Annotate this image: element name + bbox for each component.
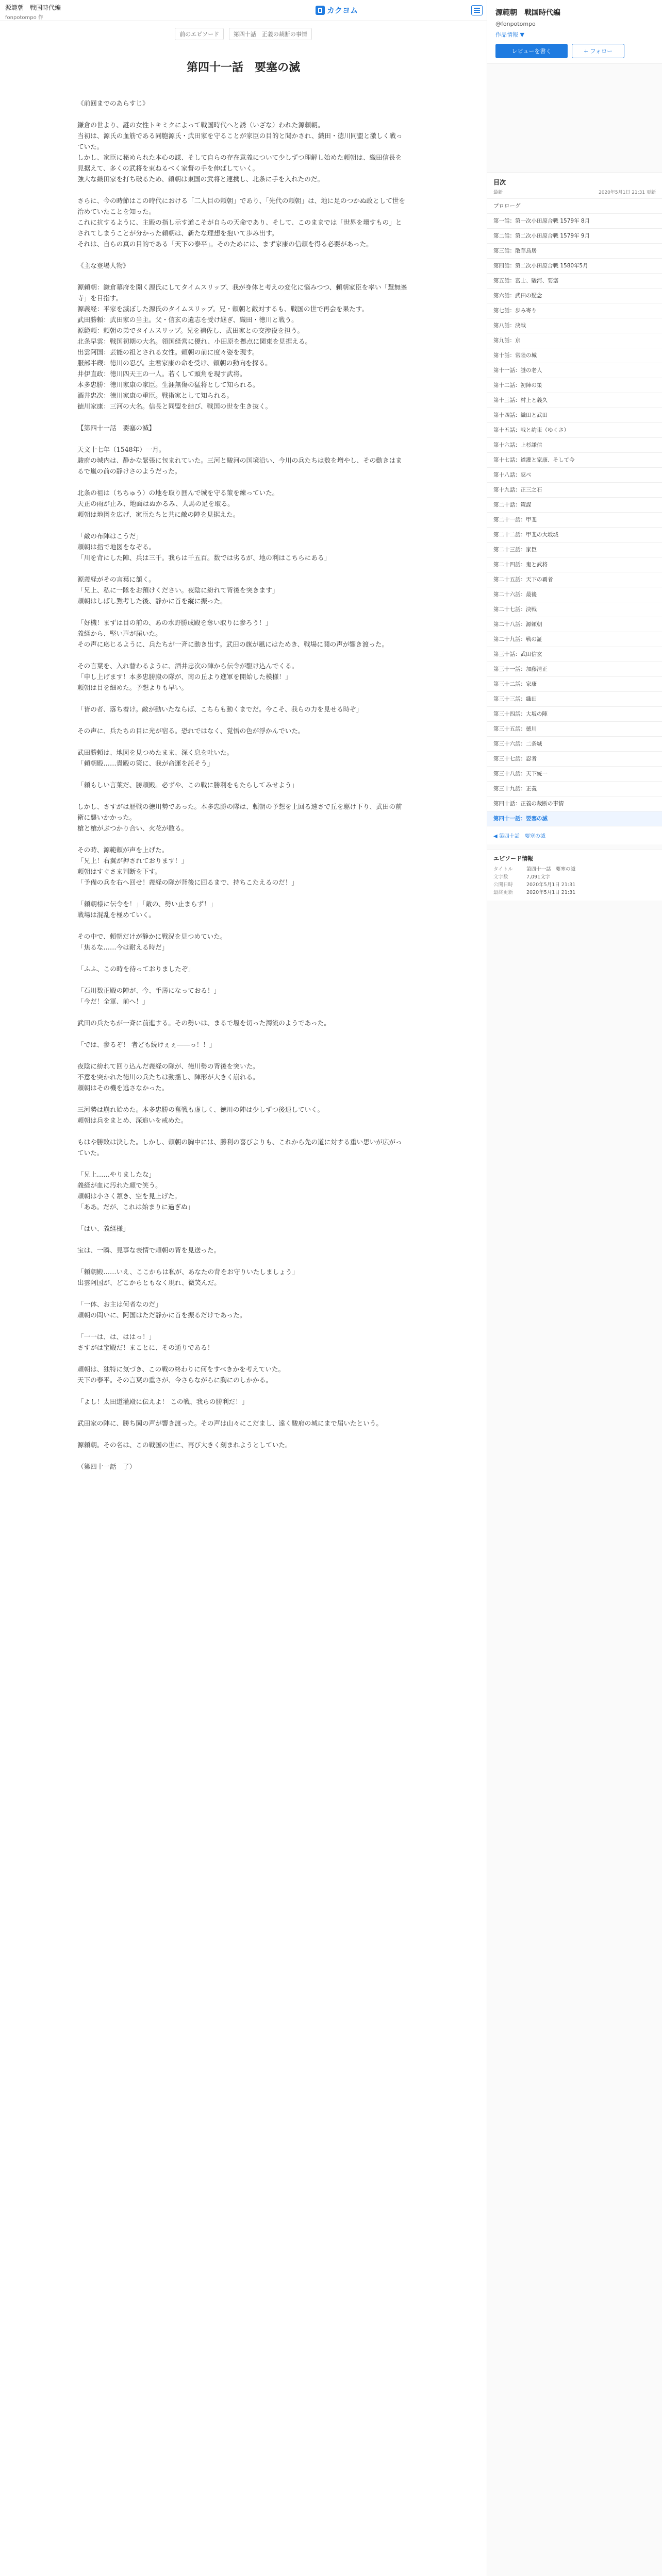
toc-item[interactable]: 第三十五話：徳川: [487, 722, 662, 737]
episode-paragraph: 「はい、義経様」: [77, 1225, 129, 1232]
sidebar-author[interactable]: @fonpotompo: [495, 21, 536, 27]
toc-item[interactable]: 第六話：武田の疑念: [487, 289, 662, 303]
toc-item[interactable]: 第二十九話：戦の証: [487, 632, 662, 647]
episode-info-key: タイトル: [493, 867, 513, 872]
toc-item[interactable]: 第三十四話：大坂の陣: [487, 707, 662, 722]
toc-prev-link[interactable]: ◀ 第四十話: [493, 834, 520, 839]
episode-paragraph: 源義経がその言葉に頷く。 「兄上、私に一隊をお預けください。夜陰に紛れて背後を突きます」 頼朝はしばし黙考した後、静かに首を縦に振った。: [77, 575, 279, 605]
episode-paragraph: 「一体、お主は何者なのだ」 頼朝の問いに、阿国はただ静かに首を振るだけであった。: [77, 1300, 246, 1319]
toc-item[interactable]: 第三十七話：忍者: [487, 752, 662, 767]
episode-paragraph: 「ふふ、この時を待っておりましたぞ」: [77, 965, 194, 973]
episode-paragraph: 「頼もしい言葉だ、勝頼殿。必ずや、この戦に勝利をもたらしてみせよう」: [77, 781, 298, 789]
episode-info-row: [493, 889, 656, 896]
episode-paragraph: その時、源範頼が声を上げた。 「兄上！右翼が押されております！」 頼朝はすぐさま判断を下す。 「予備の兵を右へ回せ！義経の隊が背後に回るまで、持ちこたえるのだ！」: [77, 846, 298, 886]
episode-paragraph: もはや勝敗は決した。しかし、頼朝の胸中には、勝利の喜びよりも、これから先の道に対する重い思いが広がっていた。: [77, 1138, 402, 1157]
toc-item[interactable]: 第九話：京: [487, 333, 662, 348]
episode-info-key: 最終更新: [493, 890, 514, 895]
toc-item[interactable]: 第十七話：道灌と家康、そして今: [487, 453, 662, 468]
toc-item[interactable]: 第二十七話：決戦: [487, 602, 662, 617]
toc-item[interactable]: 第四十一話：要塞の滅: [487, 811, 662, 826]
episode-paragraph: 天文十七年（1548年）一月。 駿府の城内は、静かな緊張に包まれていた。三河と駿河の国境沿い、今川の兵たちは数を増やし、その動きはまるで嵐の前の静けさのようだった。: [77, 446, 402, 475]
toc-item[interactable]: プロローグ: [487, 199, 662, 214]
sidebar-header: [487, 0, 662, 64]
menu-icon[interactable]: [471, 5, 483, 15]
sidebar: [487, 0, 662, 2576]
episode-info-value: 7,091文字: [526, 874, 551, 880]
episode-paragraph: 「敵の布陣はこうだ」 頼朝は指で地図をなぞる。 「川を背にした陣、兵は三千。我らは千五百。数では劣るが、地の利はこちらにある」: [77, 532, 331, 562]
episode-paragraph: 【第四十一話 要塞の滅】: [77, 424, 156, 432]
toc-item[interactable]: 第二十一話：甲斐: [487, 513, 662, 528]
episode-paragraph: 三河勢は崩れ始めた。本多忠勝の奮戦も虚しく、徳川の陣は少しずつ後退していく。 頼朝は兵をまとめ、深追いを戒めた。: [77, 1106, 324, 1124]
episode-paragraph: その言葉を、入れ替わるように、酒井忠次の陣から伝令が駆け込んでくる。 「申し上げます！本多忠勝殿の隊が、南の丘より進軍を開始した模様！」 頼朝は目を細めた。予想よりも早い。: [77, 662, 299, 691]
toc-item[interactable]: 第十六話：上杉謙信: [487, 438, 662, 453]
episode-main: [0, 21, 487, 2576]
toc-item[interactable]: 第五話：富士、駿河、要塞: [487, 274, 662, 289]
toc-latest-label[interactable]: 最新: [493, 190, 503, 195]
episode-paragraph: 「では、参るぞ！ 者ども続けぇぇ――っ！！」: [77, 1041, 216, 1048]
prev-episode-link[interactable]: 前のエピソード: [175, 28, 224, 40]
toc-item[interactable]: 第十二話：初陣の策: [487, 378, 662, 393]
episode-title: 第四十一話 要塞の滅: [186, 61, 300, 74]
toc-item[interactable]: 第二十六話：最後: [487, 587, 662, 602]
episode-info-row: [493, 866, 656, 873]
sidebar-work-title[interactable]: 源範朝 戦国時代編: [495, 9, 560, 17]
episode-paragraph: さらに、今の時節はこの時代における「二人目の頼朝」であり、「先代の頼朝」は、地に足のつかぬ政として世を治めていたことを知った。 これに抗するように、主殿の指し示す道こそが自らの天命であり、そして、このままでは「世界を壊すもの」とされてしまうことが分かった頼朝は、新たな理想を抱いて歩み出す。 それは、自らの真の目的である「天下の泰平」。そのためには、まず家康の信頼を得る必要があった。: [77, 197, 405, 248]
toc-item[interactable]: 第三話：散華鳥居: [487, 244, 662, 259]
episode-paragraph: 「一一は、は、ははっ！」 さすがは宝殿だ！まことに、その通りである！: [77, 1333, 214, 1351]
toc-item[interactable]: 第一話：第一次小田原合戦 1579年 8月: [487, 214, 662, 229]
kakuyomu-logo-icon: [316, 6, 325, 15]
work-info-toggle[interactable]: 作品情報 ▼: [495, 31, 524, 38]
toc-item[interactable]: 第二十二話：甲斐の大坂城: [487, 528, 662, 543]
toc-item[interactable]: 第三十二話：家康: [487, 677, 662, 692]
episode-paragraph: その声に、兵たちの目に光が宿る。恐れではなく、覚悟の色が浮かんでいた。: [77, 727, 305, 735]
toc-item[interactable]: 第七話：歩み寄り: [487, 303, 662, 318]
episode-paragraph: 「頼朝殿……いえ、ここからは私が、あなたの背をお守りいたしましょう」 出雲阿国が、どこからともなく現れ、微笑んだ。: [77, 1268, 299, 1286]
episode-paragraph: 「よし！太田道灌殿に伝えよ！ この戦、我らの勝利だ！」: [77, 1398, 249, 1405]
toc-item[interactable]: 第三十九話：正義: [487, 782, 662, 796]
toc-item[interactable]: 第三十三話：織田: [487, 692, 662, 707]
episode-paragraph: 源頼朝：鎌倉幕府を開く源氏にしてタイムスリップ、我が身体と考えの変化に悩みつつ、頼朝家臣を率い「慧無峯寺」を目指す。 源義経：平家を滅ぼした源氏のタイムスリップ。兄・頼朝と敵対するも、戦国の世で再会を果たす。 武田勝頼：武田家の当主。父・信玄の遺志を受け継ぎ、織田・徳川と戦う。 源範頼：頼朝の弟でタイムスリップ。兄を補佐し、武田家との交渉役を担う。 北条早雲：戦国初期の大名。領国経営に優れ、小田原を拠点に関東を見据える。 出雲阿国：芸能の祖とされる女性。頼朝の前に度々姿を現す。 服部半蔵：徳川の忍び。主君家康の命を受け、頼朝の動向を探る。 井伊直政：徳川四天王の一人。若くして頭角を現す武将。 本多忠勝：徳川家康の家臣。生涯無傷の猛将として知られる。 酒井忠次：徳川家康の重臣。戦術家として知られる。 徳川家康：三河の大名。信長と同盟を結び、戦国の世を生き抜く。: [77, 283, 407, 410]
site-logo[interactable]: [316, 5, 358, 15]
toc-next-link[interactable]: 要塞の滅: [524, 834, 545, 839]
toc-title: 目次: [493, 179, 506, 186]
episode-paragraph: 宝は、一瞬、見事な表情で頼朝の背を見送った。: [77, 1246, 221, 1254]
breadcrumb-current[interactable]: 第四十話 正義の裁断の事情: [229, 28, 312, 40]
episode-paragraph: しかし、さすがは歴戦の徳川勢であった。本多忠勝の隊は、頼朝の予想を上回る速さで丘を駆け下り、武田の前衛に襲いかかった。 槍と槍がぶつかり合い、火花が散る。: [77, 803, 402, 832]
toc-item[interactable]: 第十五話：戦と約束（ゆくさ）: [487, 423, 662, 438]
toc-list: [487, 199, 662, 826]
toc-item[interactable]: 第二十話：策謀: [487, 498, 662, 513]
toc-item[interactable]: 第二十四話：鬼と武将: [487, 557, 662, 572]
breadcrumb: [0, 28, 487, 40]
episode-paragraph: 頼朝は、独特に気づき、この戦の終わりに何をすべきかを考えていた。 天下の泰平。その言葉の重さが、今さらながらに胸にのしかかる。: [77, 1365, 285, 1384]
work-info[interactable]: [5, 3, 61, 21]
toc-item[interactable]: 第四話：第二次小田原合戦 1580年5月: [487, 259, 662, 274]
toc-item[interactable]: 第二十五話：天下の覇者: [487, 572, 662, 587]
episode-info-value: 2020年5月1日 21:31: [526, 882, 576, 888]
toc-updated-date: 2020年5月1日 21:31 更新: [598, 190, 656, 195]
follow-button[interactable]: + フォロー: [572, 44, 624, 58]
episode-paragraph: 武田家の陣に、勝ち鬨の声が響き渡った。その声は山々にこだまし、遠く駿府の城にまで届いたという。: [77, 1419, 383, 1427]
episode-info-key: 公開日時: [493, 882, 514, 888]
toc-item[interactable]: 第十九話：正三之石: [487, 483, 662, 498]
table-of-contents: [487, 172, 662, 844]
episode-info-title: エピソード情報: [493, 855, 533, 862]
episode-paragraph: 武田勝頼は、地図を見つめたまま、深く息を吐いた。 「頼朝殿……貴殿の策に、我が命運を託そう」: [77, 749, 234, 767]
episode-paragraph: 「兄上……やりましたな」 義経が血に汚れた顔で笑う。 頼朝は小さく頷き、空を見上げた。 「ああ。だが、これは始まりに過ぎぬ」: [77, 1171, 194, 1211]
toc-item[interactable]: 第三十六話：二条城: [487, 737, 662, 752]
episode-info-row: [493, 873, 656, 881]
episode-paragraph: 《主な登場人物》: [77, 262, 129, 269]
episode-info-value: 2020年5月1日 21:31: [526, 890, 576, 895]
episode-info: [487, 850, 662, 901]
work-author[interactable]: fonpotompo 作: [5, 15, 43, 21]
toc-item[interactable]: 第二十三話：家臣: [487, 543, 662, 557]
episode-info-row: [493, 881, 656, 889]
toc-item[interactable]: 第十一話：謎の老人: [487, 363, 662, 378]
toc-item[interactable]: 第十四話：織田と武田: [487, 408, 662, 423]
episode-info-key: 文字数: [493, 874, 508, 880]
episode-paragraph: 「石川数正殿の陣が、今、手薄になっておる！」 「今だ！全軍、前へ！」: [77, 987, 221, 1005]
episode-info-value: 第四十一話 要塞の滅: [526, 867, 576, 872]
episode-paragraph: 夜陰に紛れて回り込んだ義経の隊が、徳川勢の背後を突いた。 不意を突かれた徳川の兵たちは動揺し、陣形が大きく崩れる。 頼朝はその機を逃さなかった。: [77, 1062, 259, 1092]
episode-paragraph: 北条の祖は（ちちゅう）の地を取り囲んで城を守る策を練っていた。 天正の雨が止み、地面はぬかるみ、人馬の足を取る。 頼朝は地図を広げ、家臣たちと共に敵の陣を見据えた。: [77, 489, 279, 518]
episode-paragraph: 「頼朝様に伝令を！」「敵の、勢い止まらず！」 戦場は混乱を極めていく。: [77, 900, 217, 919]
episode-body: [77, 98, 407, 1483]
toc-item[interactable]: 第十話：常陸の城: [487, 348, 662, 363]
episode-paragraph: 「好機！まずは目の前の、あの水野勝成殿を奪い取りに参ろう！」 義経から、堅い声が届いた。 その声に応じるように、兵たちが一斉に動き出す。武田の旗が風にはためき、戦場に鬨の声が響き渡った。: [77, 619, 388, 648]
toc-item[interactable]: 第三十一話：加藤清正: [487, 662, 662, 677]
toc-item[interactable]: 第三十話：武田信玄: [487, 647, 662, 662]
toc-item[interactable]: 第十八話：忍べ: [487, 468, 662, 483]
episode-paragraph: 「皆の者、落ち着け。敵が動いたならば、こちらも動くまでだ。今こそ、我らの力を見せる時ぞ」: [77, 705, 363, 713]
work-title[interactable]: 源範朝 戦国時代編: [5, 4, 61, 11]
toc-item[interactable]: 第三十八話：天下統一: [487, 767, 662, 782]
episode-paragraph: 武田の兵たちが一斉に前進する。その勢いは、まるで堰を切った濁流のようであった。: [77, 1019, 330, 1027]
episode-paragraph: 鎌倉の世より、謎の女性トキミクによって戦国時代へと誘（いざな）われた源頼朝。 当初は、源氏の血筋である同胞源氏・武田家を守ることが家臣の目的と聞かされ、織田・徳川同盟と激しく戦っていた。 しかし、家臣に秘められた本心の謀、そして自らの存在意義について少しずつ理解し始めた頼朝は、織田信長を見据えて、多くの武将を束ねるべく家督の手を伸ばしていく。 強大な織田家を打ち破るため、頼朝は東国の武将と連携し、北条に手を入れたのだ。: [77, 121, 403, 183]
toc-item[interactable]: 第二十八話：源頼朝: [487, 617, 662, 632]
toc-item[interactable]: 第八話：決戦: [487, 318, 662, 333]
toc-item[interactable]: 第四十話：正義の裁断の事情: [487, 796, 662, 811]
episode-paragraph: 源頼朝。その名は、この戦国の世に、再び大きく刻まれようとしていた。: [77, 1441, 292, 1449]
toc-item[interactable]: 第二話：第二次小田原合戦 1579年 9月: [487, 229, 662, 244]
toc-item[interactable]: 第十三話：村上と義久: [487, 393, 662, 408]
episode-paragraph: その中で、頼朝だけが静かに戦況を見つめていた。 「焦るな……今は耐える時だ」: [77, 933, 227, 951]
write-review-button[interactable]: レビューを書く: [495, 44, 568, 58]
episode-paragraph: （第四十一話 了）: [77, 1463, 136, 1470]
episode-paragraph: 《前回までのあらすじ》: [77, 99, 149, 107]
site-logo-text: カクヨム: [327, 6, 358, 15]
